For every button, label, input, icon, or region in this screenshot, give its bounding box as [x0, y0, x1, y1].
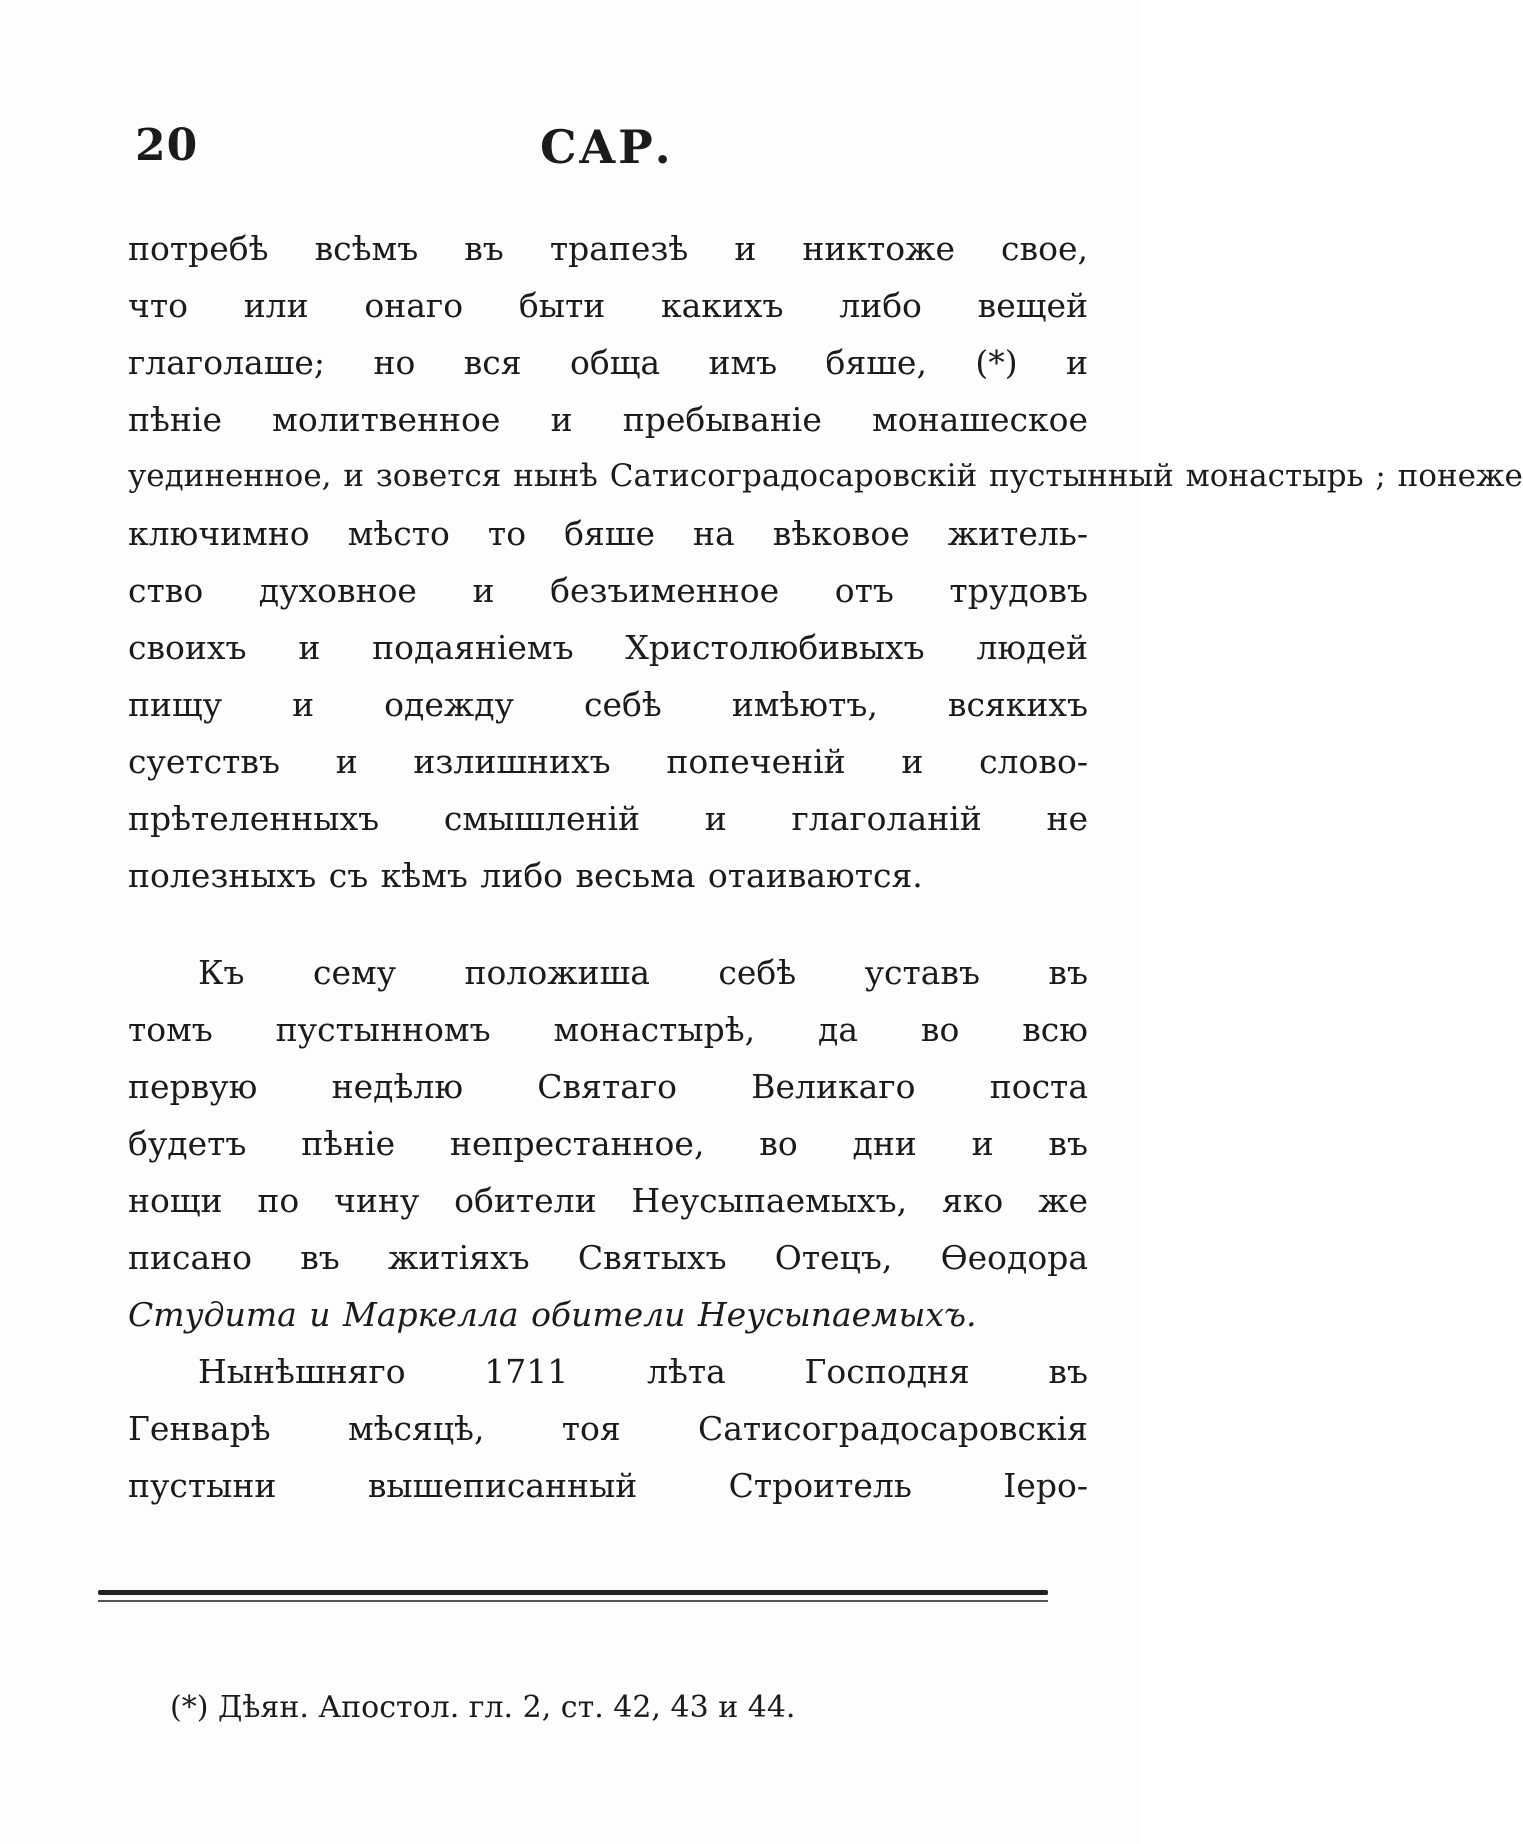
text-line: полезныхъ съ кѣмъ либо весьма отаиваются. [128, 856, 923, 895]
text-line: ство духовное и безъименное отъ трудовъ [128, 571, 1088, 610]
text-line: прѣтеленныхъ смышленій и глаголаній не [128, 799, 1088, 838]
footnote-rule [98, 1590, 1048, 1595]
text-line: ключимно мѣсто то бяше на вѣковое житель- [128, 514, 1088, 553]
text-line: Студита и Маркелла обители Неусыпаемыхъ. [128, 1295, 977, 1334]
text-line: первую недѣлю Святаго Великаго поста [128, 1067, 1088, 1106]
text-line: Генварѣ мѣсяцѣ, тоя Сатисоградосаровскія [128, 1409, 1088, 1448]
text-line: писано въ житіяхъ Святыхъ Отецъ, Ѳеодора [128, 1238, 1088, 1277]
text-line: что или онаго быти какихъ либо вещей [128, 286, 1088, 325]
text-line: суетствъ и излишнихъ попеченій и слово- [128, 742, 1088, 781]
text-line: пустыни вышеписанный Строитель Іеро- [128, 1466, 1088, 1505]
text-line: нощи по чину обители Неусыпаемыхъ, яко же [128, 1181, 1088, 1220]
text-line: потребѣ всѣмъ въ трапезѣ и никтоже свое, [128, 229, 1088, 268]
text-line: Къ сему положиша себѣ уставъ въ [198, 953, 1088, 992]
text-line: Нынѣшняго 1711 лѣта Господня въ [198, 1352, 1088, 1391]
running-head [135, 120, 1015, 180]
text-line: глаголаше; но вся обща имъ бяше, (*) и [128, 343, 1088, 382]
footnote-rule-thin [98, 1600, 1048, 1602]
body-text [128, 220, 1523, 1514]
text-line: томъ пустынномъ монастырѣ, да во всю [128, 1010, 1088, 1049]
text-line: пищу и одежду себѣ имѣютъ, всякихъ [128, 685, 1088, 724]
running-title: САР. [540, 120, 673, 174]
paragraph-gap [128, 904, 1088, 944]
page-number: 20 [135, 120, 199, 171]
footnote: (*) Дѣян. Апостол. гл. 2, ст. 42, 43 и 44. [170, 1690, 796, 1725]
text-line: своихъ и подаяніемъ Христолюбивыхъ людей [128, 628, 1088, 667]
text-line: будетъ пѣніе непрестанное, во дни и въ [128, 1124, 1088, 1163]
text-line: уединенное, и зовется нынѣ Сатисоградосаровскій пустынный монастырь ; понеже [128, 458, 1523, 494]
text-line: пѣніе молитвенное и пребываніе монашеское [128, 400, 1088, 439]
